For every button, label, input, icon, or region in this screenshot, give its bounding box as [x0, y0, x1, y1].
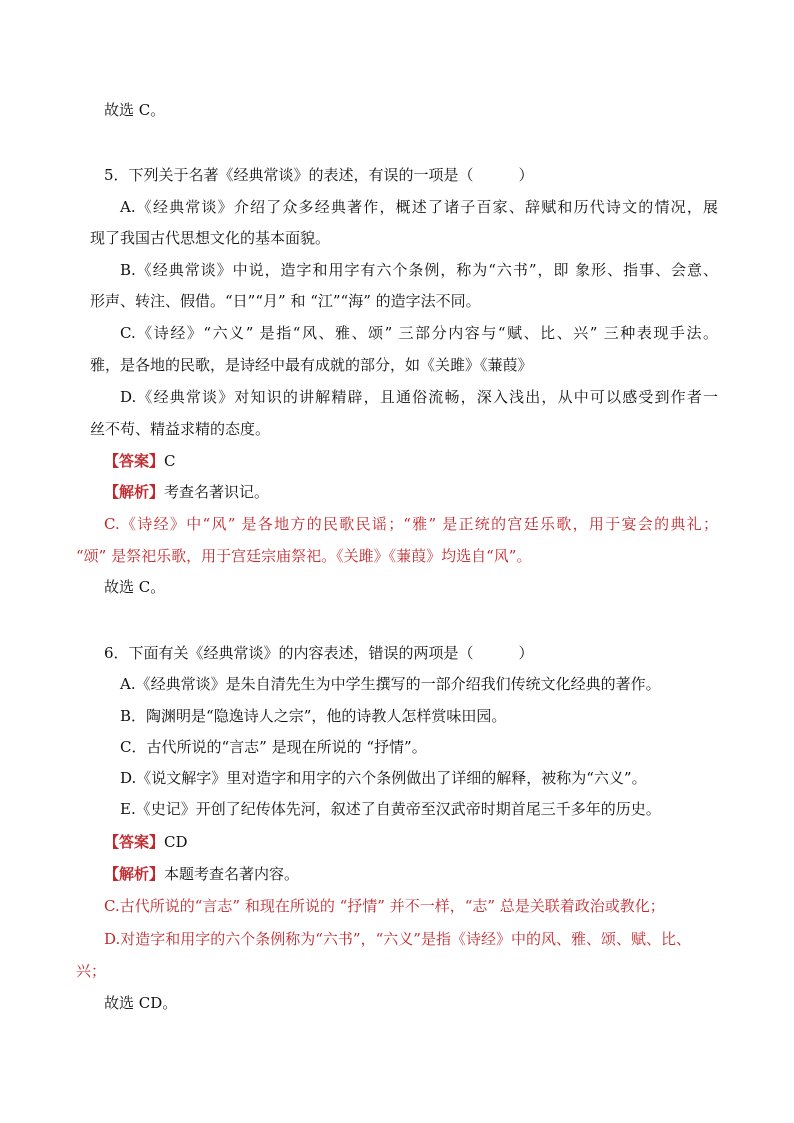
q5-option-a: A.《经典常谈》介绍了众多经典著作，概述了诸子百家、辞赋和历代诗文的情况，展 — [120, 198, 718, 216]
explanation-c-text: C.古代所说的“言志” 和现在所说的 “抒情” 并不一样， — [104, 897, 465, 915]
explanation-d-text-2: 是指《诗经》中的风、雅、颂、赋、比、 — [420, 930, 691, 948]
q6-option-c: C．古代所说的“言志” 是现在所说的 “抒情”。 — [120, 738, 427, 756]
q5-option-d: D.《经典常谈》对知识的讲解精辟，且通俗流畅，深入浅出，从中可以感受到作者一 — [120, 388, 718, 406]
explanation-c-highlight: “志” 总是关联着政治或教化； — [464, 897, 665, 915]
q5-answer — [104, 451, 176, 471]
q6-option-b: B．陶渊明是“隐逸诗人之宗”，他的诗教人怎样赏味田园。 — [120, 707, 507, 725]
q6-option-e: E.《史记》开创了纪传体先河，叙述了自黄帝至汉武帝时期首尾三千多年的历史。 — [120, 800, 661, 818]
q6-explanation-d — [104, 929, 691, 949]
q6-option-d: D.《说文解字》里对造字和用字的六个条例做出了详细的解释，被称为“六义”。 — [120, 769, 647, 787]
analysis-label: 【解析】 — [104, 483, 165, 501]
q5-option-b-cont: 形声、转注、假借。“日”“月” 和 “江”“海” 的造字法不同。 — [90, 292, 481, 310]
q5-option-c: C.《诗经》“六义” 是指“风、雅、颂” 三部分内容与“赋、比、兴” 三种表现手法。 — [120, 324, 718, 342]
q5-option-d-cont: 丝不苟、精益求精的态度。 — [90, 420, 271, 438]
explanation-d-highlight-2: “六义” — [375, 930, 421, 948]
analysis-label: 【解析】 — [104, 865, 165, 883]
prev-conclusion: 故选 C。 — [104, 101, 166, 119]
q6-explanation-c — [104, 896, 665, 916]
q6-stem: 6．下面有关《经典常谈》的内容表述，错误的两项是（ ） — [104, 644, 534, 662]
analysis-text: 考查名著识记。 — [164, 483, 270, 501]
answer-label: 【答案】 — [104, 833, 165, 851]
explanation-d-highlight-1: “六书”， — [315, 930, 376, 948]
q5-explanation-cont: “颂” 是祭祀乐歌，用于宫廷宗庙祭祀。《关雎》《蒹葭》均选自“风”。 — [76, 547, 532, 565]
answer-value: C — [164, 452, 176, 470]
answer-label: 【答案】 — [104, 452, 165, 470]
q5-stem: 5．下列关于名著《经典常谈》的表述，有误的一项是（ ） — [104, 166, 534, 184]
answer-value: CD — [164, 833, 188, 851]
q5-explanation: C.《诗经》中“风” 是各地方的民歌民谣；“雅” 是正统的宫廷乐歌，用于宴会的典礼； — [104, 515, 718, 533]
q5-analysis — [104, 482, 269, 502]
explanation-d-text: D.对造字和用字的六个条例称为 — [104, 930, 316, 948]
q6-analysis — [104, 864, 299, 884]
q6-answer — [104, 832, 188, 852]
q6-conclusion: 故选 CD。 — [104, 994, 178, 1012]
q5-conclusion: 故选 C。 — [104, 578, 166, 596]
q5-option-b: B.《经典常谈》中说，造字和用字有六个条例，称为“六书”，即 象形、指事、会意、 — [120, 261, 718, 279]
q5-option-c-cont: 雅，是各地的民歌，是诗经中最有成就的部分，如《关雎》《蒹葭》 — [90, 356, 533, 374]
q6-explanation-d-cont: 兴； — [76, 962, 107, 980]
q5-option-a-cont: 现了我国古代思想文化的基本面貌。 — [90, 229, 331, 247]
q6-option-a: A.《经典常谈》是朱自清先生为中学生撰写的一部介绍我们传统文化经典的著作。 — [120, 675, 661, 693]
analysis-text: 本题考查名著内容。 — [164, 865, 300, 883]
